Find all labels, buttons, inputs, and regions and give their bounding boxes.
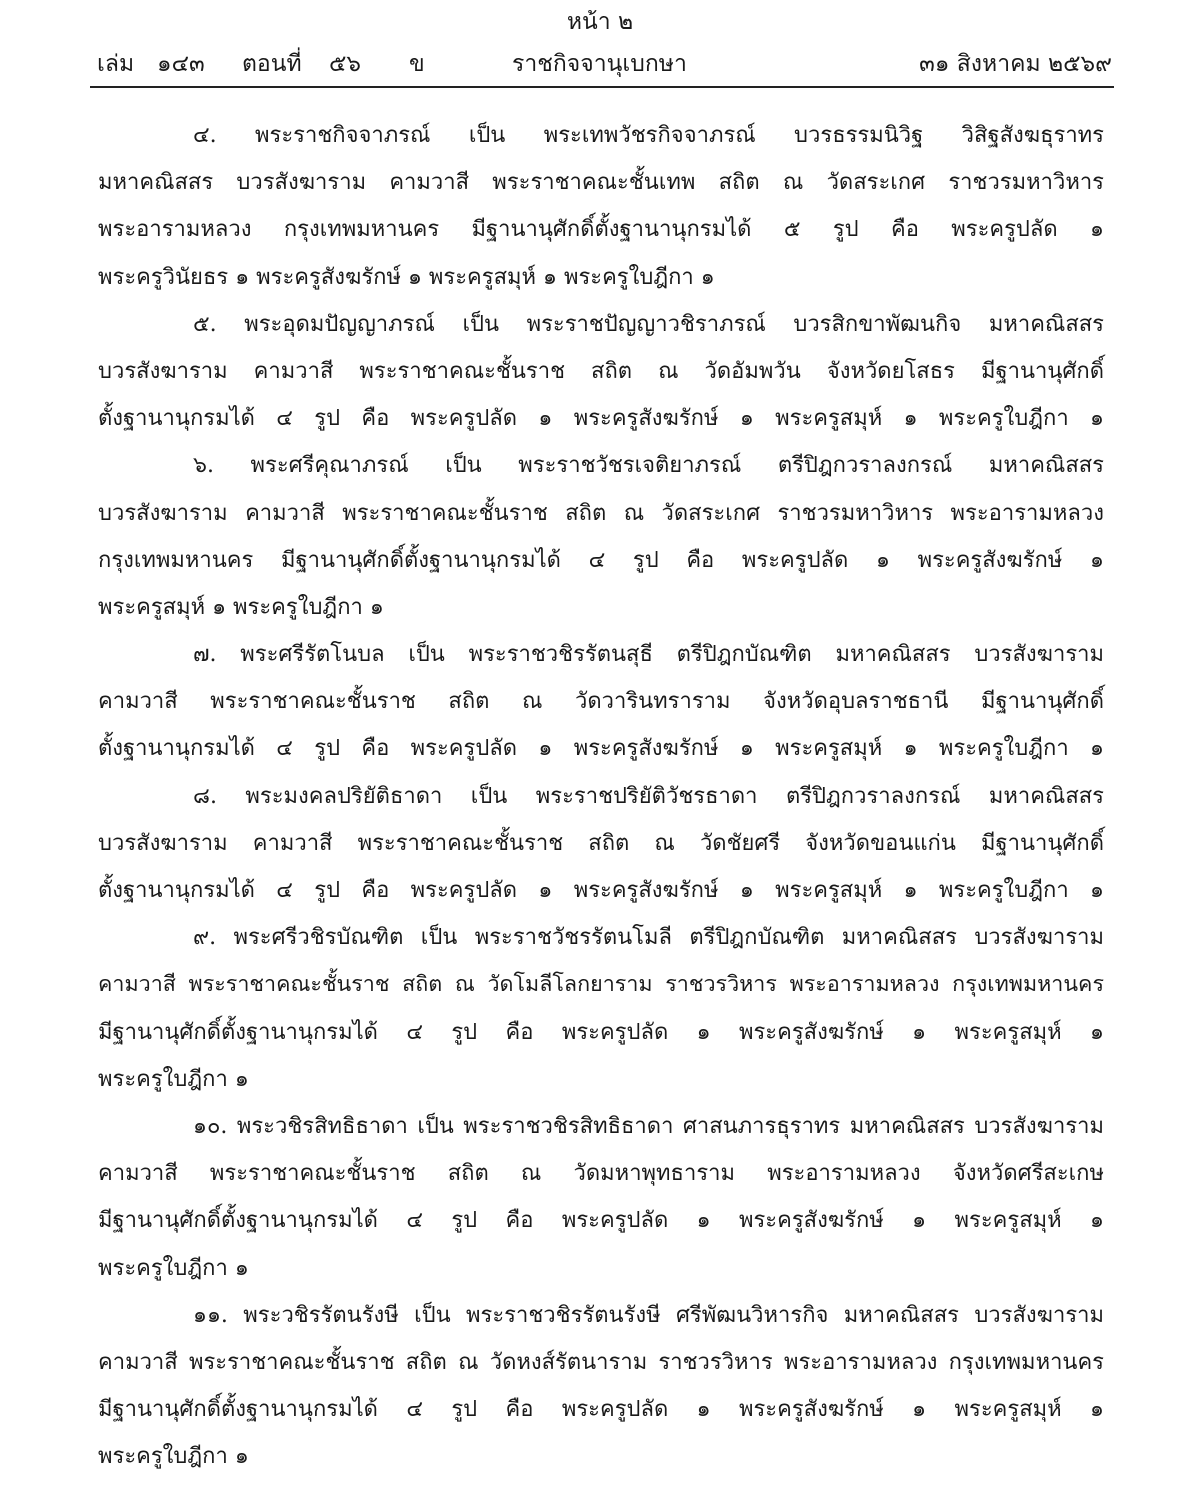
text-line: พระครูใบฎีกา ๑ [98,1255,249,1281]
text-line: มีฐานานุศักดิ์ตั้งฐานานุกรมได้ ๔ รูป คือ พระครูปลัด ๑ พระครูสังฆรักษ์ ๑ พระครูสมุห์ ๑ [98,1397,1104,1423]
text-line: บวรสังฆาราม คามวาสี พระราชาคณะชั้นราช สถิต ณ วัดอัมพวัน จังหวัดยโสธร มีฐานานุศักดิ์ [98,358,1104,384]
volume-number: ๑๔๓ [157,51,205,77]
paragraph-first-line: ๖. พระศรีคุณาภรณ์ เป็น พระราชวัชรเจติยาภรณ์ ตรีปิฎกวราลงกรณ์ มหาคณิสสร [193,453,1104,479]
paragraph-first-line: ๔. พระราชกิจจาภรณ์ เป็น พระเทพวัชรกิจจาภรณ์ บวรธรรมนิวิฐ วิสิฐสังฆธุราทร [193,123,1104,148]
text-line: พระครูใบฎีกา ๑ [98,1444,249,1470]
text-line: มีฐานานุศักดิ์ตั้งฐานานุกรมได้ ๔ รูป คือ พระครูปลัด ๑ พระครูสังฆรักษ์ ๑ พระครูสมุห์ ๑ [98,1208,1104,1234]
text-line: พระครูใบฎีกา ๑ [98,1066,249,1092]
text-line: พระครูวินัยธร ๑ พระครูสังฆรักษ์ ๑ พระครูสมุห์ ๑ พระครูใบฎีกา ๑ [98,264,715,290]
header-divider [90,86,1114,88]
text-line: มหาคณิสสร บวรสังฆาราม คามวาสี พระราชาคณะชั้นเทพ สถิต ณ วัดสระเกศ ราชวรมหาวิหาร [98,170,1104,196]
text-line: คามวาสี พระราชาคณะชั้นราช สถิต ณ วัดโมลีโลกยาราม ราชวรวิหาร พระอารามหลวง กรุงเทพมหานคร [98,972,1104,998]
paragraph-first-line: ๘. พระมงคลปริยัติธาดา เป็น พระราชปริยัติวัชรธาดา ตรีปิฎกวราลงกรณ์ มหาคณิสสร [193,783,1104,809]
text-line: คามวาสี พระราชาคณะชั้นราช สถิต ณ วัดมหาพุทธาราม พระอารามหลวง จังหวัดศรีสะเกษ [98,1161,1104,1187]
section-type: ข [409,51,425,77]
paragraph-first-line: ๙. พระศรีวชิรบัณฑิต เป็น พระราชวัชรรัตนโมลี ตรีปิฎกบัณฑิต มหาคณิสสร บวรสังฆาราม [193,925,1104,951]
text-line: ตั้งฐานานุกรมได้ ๔ รูป คือ พระครูปลัด ๑ พระครูสังฆรักษ์ ๑ พระครูสมุห์ ๑ พระครูใบฎีกา ๑ [98,736,1104,762]
gazette-name: ราชกิจจานุเบกษา [512,51,687,77]
paragraph-first-line: ๑๐. พระวชิรสิทธิธาดา เป็น พระราชวชิรสิทธิธาดา ศาสนภารธุราทร มหาคณิสสร บวรสังฆาราม [193,1113,1104,1139]
text-line: ตั้งฐานานุกรมได้ ๔ รูป คือ พระครูปลัด ๑ พระครูสังฆรักษ์ ๑ พระครูสมุห์ ๑ พระครูใบฎีกา ๑ [98,406,1104,432]
page-number: หน้า ๒ [566,9,634,35]
section-number: ๕๖ [329,51,362,77]
text-line: พระครูสมุห์ ๑ พระครูใบฎีกา ๑ [98,594,384,620]
gazette-header [97,46,1112,82]
text-line: พระอารามหลวง กรุงเทพมหานคร มีฐานานุศักดิ์ตั้งฐานานุกรมได้ ๕ รูป คือ พระครูปลัด ๑ [98,217,1104,243]
text-line: คามวาสี พระราชาคณะชั้นราช สถิต ณ วัดหงส์รัตนาราม ราชวรวิหาร พระอารามหลวง กรุงเทพมหานคร [98,1349,1104,1375]
text-line: คามวาสี พระราชาคณะชั้นราช สถิต ณ วัดวารินทราราม จังหวัดอุบลราชธานี มีฐานานุศักดิ์ [98,689,1104,715]
text-line: ตั้งฐานานุกรมได้ ๔ รูป คือ พระครูปลัด ๑ พระครูสังฆรักษ์ ๑ พระครูสมุห์ ๑ พระครูใบฎีกา ๑ [98,878,1104,903]
publication-date: ๓๑ สิงหาคม ๒๕๖๙ [919,51,1112,77]
paragraph-first-line: ๕. พระอุดมปัญญาภรณ์ เป็น พระราชปัญญาวชิราภรณ์ บวรสิกขาพัฒนกิจ มหาคณิสสร [193,311,1104,337]
section-label: ตอนที่ [242,51,302,77]
text-line: กรุงเทพมหานคร มีฐานานุศักดิ์ตั้งฐานานุกรมได้ ๔ รูป คือ พระครูปลัด ๑ พระครูสังฆรักษ์ ๑ [98,547,1104,573]
volume-label: เล่ม [97,51,135,77]
body-text [98,112,1104,1480]
paragraph-first-line: ๗. พระศรีรัตโนบล เป็น พระราชวชิรรัตนสุธี ตรีปิฎกบัณฑิต มหาคณิสสร บวรสังฆาราม [193,642,1104,668]
text-line: มีฐานานุศักดิ์ตั้งฐานานุกรมได้ ๔ รูป คือ พระครูปลัด ๑ พระครูสังฆรักษ์ ๑ พระครูสมุห์ ๑ [98,1019,1104,1045]
text-line: บวรสังฆาราม คามวาสี พระราชาคณะชั้นราช สถิต ณ วัดชัยศรี จังหวัดขอนแก่น มีฐานานุศักดิ์ [98,830,1104,856]
text-line: บวรสังฆาราม คามวาสี พระราชาคณะชั้นราช สถิต ณ วัดสระเกศ ราชวรมหาวิหาร พระอารามหลวง [98,500,1104,526]
paragraph-first-line: ๑๑. พระวชิรรัตนรังษี เป็น พระราชวชิรรัตนรังษี ศรีพัฒนวิหารกิจ มหาคณิสสร บวรสังฆาราม [193,1302,1104,1328]
